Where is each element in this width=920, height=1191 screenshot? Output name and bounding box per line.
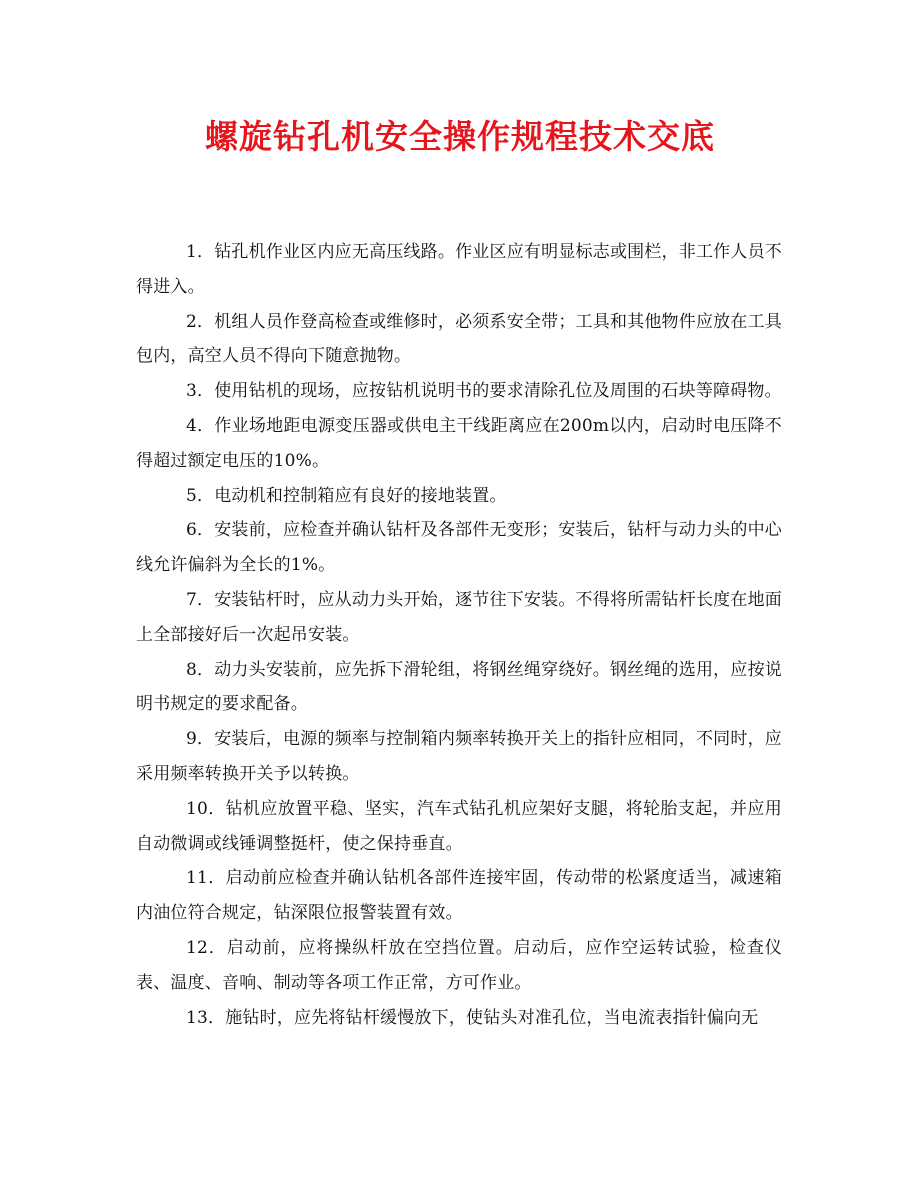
paragraph-5: 5．电动机和控制箱应有良好的接地装置。 — [186, 485, 507, 506]
document-title: 螺旋钻孔机安全操作规程技术交底 — [205, 117, 715, 156]
paragraph-8: 8．动力头安装前，应先拆下滑轮组，将钢丝绳穿绕好。钢丝绳的选用，应按说明书规定的要求配备。 — [136, 659, 782, 715]
paragraph-12: 12．启动前，应将操纵杆放在空挡位置。启动后，应作空运转试验，检查仪表、温度、音响、制动等各项工作正常，方可作业。 — [136, 937, 782, 993]
paragraph-10: 10．钻机应放置平稳、坚实，汽车式钻孔机应架好支腿，将轮胎支起，并应用自动微调或线锤调整挺杆，使之保持垂直。 — [136, 798, 782, 854]
paragraph-2: 2．机组人员作登高检查或维修时，必须系安全带；工具和其他物件应放在工具包内，高空人员不得向下随意抛物。 — [136, 311, 782, 367]
paragraph-6: 6．安装前，应检查并确认钻杆及各部件无变形；安装后，钻杆与动力头的中心线允许偏斜为全长的1%。 — [136, 520, 782, 576]
paragraph-9: 9．安装后，电源的频率与控制箱内频率转换开关上的指针应相同，不同时，应采用频率转换开关予以转换。 — [136, 729, 782, 784]
paragraph-7: 7．安装钻杆时，应从动力头开始，逐节往下安装。不得将所需钻杆长度在地面上全部接好后一次起吊安装。 — [136, 589, 782, 645]
paragraph-4: 4．作业场地距电源变压器或供电主干线距离应在200m以内，启动时电压降不得超过额定电压的10%。 — [136, 415, 782, 471]
paragraph-1: 1．钻孔机作业区内应无高压线路。作业区应有明显标志或围栏，非工作人员不得进入。 — [136, 242, 782, 297]
paragraph-3: 3．使用钻机的现场，应按钻机说明书的要求清除孔位及周围的石块等障碍物。 — [186, 381, 782, 402]
document-body — [136, 235, 782, 1035]
paragraph-11: 11．启动前应检查并确认钻机各部件连接牢固，传动带的松紧度适当，减速箱内油位符合规定，钻深限位报警装置有效。 — [136, 868, 782, 924]
paragraph-13: 13．施钻时，应先将钻杆缓慢放下，使钻头对准孔位，当电流表指针偏向无 — [186, 1007, 759, 1028]
